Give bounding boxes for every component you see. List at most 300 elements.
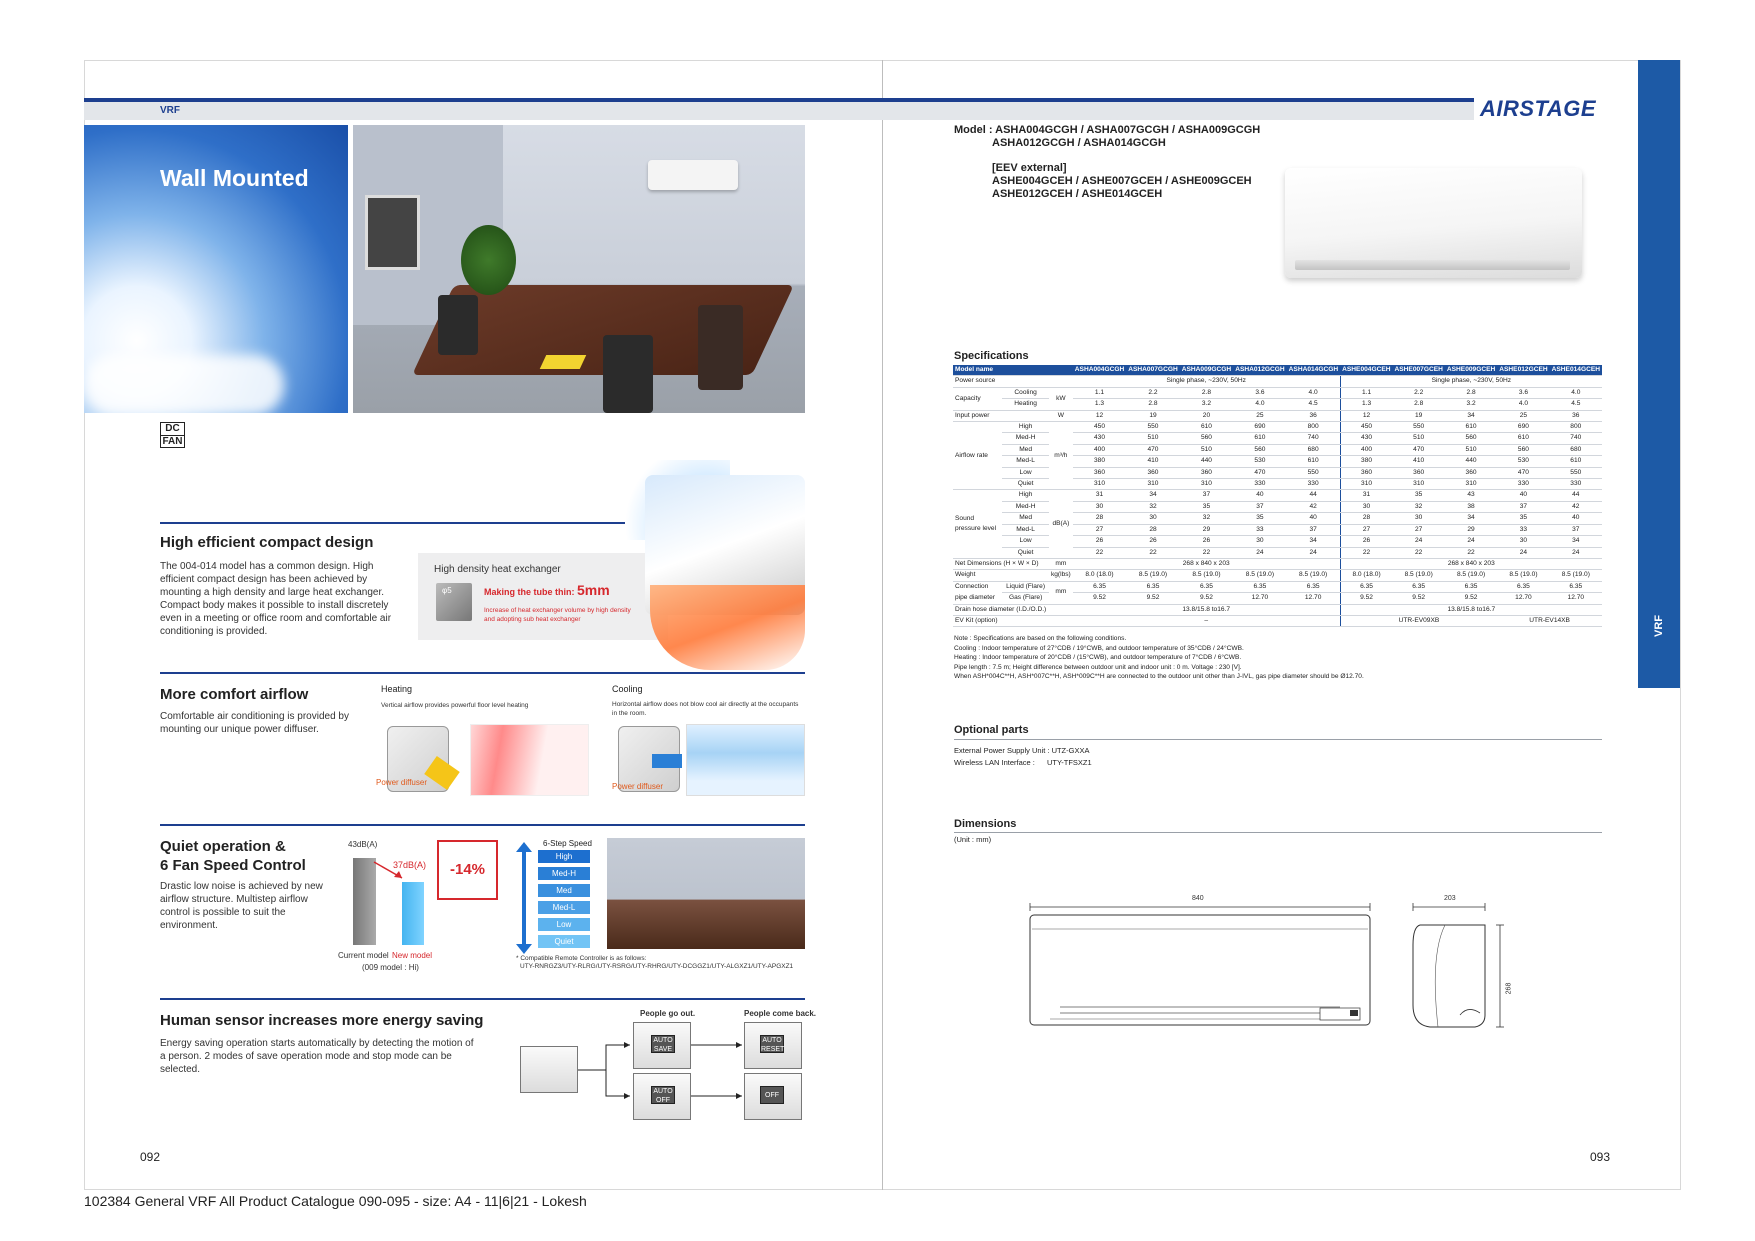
- table-cell: 800: [1550, 422, 1602, 433]
- table-cell: 4.0: [1550, 387, 1602, 398]
- table-cell: 6.35: [1233, 581, 1286, 592]
- mode-tag: AUTO SAVE: [651, 1035, 675, 1053]
- optional-rule: [954, 739, 1602, 740]
- table-cell: 310: [1393, 479, 1445, 490]
- table-cell: 450: [1073, 422, 1126, 433]
- table-cell: 35: [1233, 513, 1286, 524]
- feature-title: High efficient compact design: [160, 534, 374, 551]
- table-cell: 33: [1497, 524, 1549, 535]
- table-cell: 740: [1287, 433, 1340, 444]
- table-cell: 690: [1497, 422, 1549, 433]
- table-cell: 380: [1340, 456, 1392, 467]
- table-cell: Quiet: [1002, 479, 1049, 490]
- table-cell: 2.8: [1126, 399, 1179, 410]
- table-cell: 19: [1126, 410, 1179, 421]
- table-cell: 610: [1287, 456, 1340, 467]
- table-cell: 37: [1180, 490, 1233, 501]
- feature-body: The 004-014 model has a common design. High efficient compact design has been achieved by mounting a high density and large heat exchanger. Compact body makes it possible to install discretely even in a meeting or office room and comfortable air conditioning is provided.: [160, 561, 392, 637]
- feature-title: Quiet operation &: [160, 838, 286, 855]
- table-cell: 610: [1497, 433, 1549, 444]
- remote-note: * Compatible Remote Controller is as follows:: [516, 955, 647, 962]
- table-cell: 360: [1073, 467, 1126, 478]
- table-cell: 12.70: [1287, 593, 1340, 604]
- table-cell: 360: [1393, 467, 1445, 478]
- table-cell: 13.8/15.8 to16.7: [1073, 604, 1340, 615]
- people-back-label: People come back.: [744, 1009, 817, 1018]
- sensor-room-start: [520, 1046, 578, 1093]
- table-cell: 8.5 (19.0): [1393, 570, 1445, 581]
- table-cell: 28: [1340, 513, 1392, 524]
- table-cell: 560: [1445, 433, 1497, 444]
- table-cell: Net Dimensions (H × W × D): [953, 558, 1049, 569]
- table-cell: 310: [1340, 479, 1392, 490]
- table-cell: 9.52: [1126, 593, 1179, 604]
- note-line: Pipe length : 7.5 m; Height difference between outdoor unit and indoor unit : 0 m. Voltage : 230 [V].: [954, 663, 1242, 671]
- table-cell: 35: [1393, 490, 1445, 501]
- table-cell: 42: [1550, 501, 1602, 512]
- table-cell: 450: [1340, 422, 1392, 433]
- table-cell: Weight: [953, 570, 1049, 581]
- table-header: ASHE014GCEH: [1550, 365, 1602, 376]
- table-cell: UTR-EV09XB: [1340, 615, 1497, 626]
- table-cell: 470: [1126, 444, 1179, 455]
- table-cell: 36: [1287, 410, 1340, 421]
- table-cell: W: [1049, 410, 1073, 421]
- table-cell: 430: [1340, 433, 1392, 444]
- table-cell: 9.52: [1073, 593, 1126, 604]
- table-cell: 40: [1550, 513, 1602, 524]
- table-header: ASHE012GCEH: [1497, 365, 1549, 376]
- table-cell: 32: [1180, 513, 1233, 524]
- table-cell: High: [1002, 490, 1049, 501]
- table-cell: 8.5 (19.0): [1497, 570, 1549, 581]
- table-cell: 360: [1126, 467, 1179, 478]
- dim-width-label: 840: [1192, 895, 1204, 902]
- table-cell: 26: [1126, 536, 1179, 547]
- spec-notes: [954, 634, 1364, 682]
- table-row: [953, 558, 1602, 569]
- table-cell: 40: [1287, 513, 1340, 524]
- table-cell: 440: [1445, 456, 1497, 467]
- table-cell: 4.0: [1287, 387, 1340, 398]
- mode-tag: OFF: [760, 1086, 784, 1104]
- table-cell: 31: [1073, 490, 1126, 501]
- table-cell: 31: [1340, 490, 1392, 501]
- section-label: VRF: [160, 105, 180, 116]
- reduction-arrow-icon: [372, 860, 412, 882]
- note-line: Heating : Indoor temperature of 20°CDB / (15°CWB), and outdoor temperature of 7°CDB / 6°CWB.: [954, 654, 1242, 661]
- dc-fan-badge: DC FAN: [160, 422, 185, 448]
- table-cell: 6.35: [1550, 581, 1602, 592]
- table-header: Model name: [953, 365, 1073, 376]
- table-cell: 470: [1233, 467, 1286, 478]
- table-cell: 3.6: [1233, 387, 1286, 398]
- table-cell: 690: [1233, 422, 1286, 433]
- feature-body: Energy saving operation starts automatically by detecting the motion of a person. 2 modes of save operation mode and stop mode can be selected.: [160, 1038, 474, 1075]
- table-cell: 268 x 840 x 203: [1073, 558, 1340, 569]
- table-cell: Liquid (Flare): [1002, 581, 1049, 592]
- tube-highlight: Making the tube thin: 5mm: [484, 582, 610, 598]
- table-cell: 310: [1126, 479, 1179, 490]
- dim-depth-label: 203: [1444, 895, 1456, 902]
- dim-height-label: 268: [1505, 982, 1513, 995]
- table-cell: 8.0 (18.0): [1340, 570, 1392, 581]
- table-cell: kW: [1049, 387, 1073, 410]
- table-cell: 6.35: [1073, 581, 1126, 592]
- mode-tag: AUTO RESET: [761, 1037, 785, 1053]
- table-cell: 550: [1126, 422, 1179, 433]
- table-row: [953, 604, 1602, 615]
- table-cell: 37: [1497, 501, 1549, 512]
- table-header: ASHE004GCEH: [1340, 365, 1392, 376]
- table-cell: Low: [1002, 536, 1049, 547]
- table-cell: 330: [1497, 479, 1549, 490]
- model-note: (009 model : Hi): [362, 963, 419, 972]
- page-number-right: 093: [1590, 1150, 1611, 1164]
- table-cell: 24: [1550, 547, 1602, 558]
- meeting-room-photo: [353, 125, 805, 413]
- table-cell: 8.5 (19.0): [1445, 570, 1497, 581]
- table-cell: 2.8: [1393, 399, 1445, 410]
- brand-logo: AIRSTAGE: [1480, 96, 1597, 121]
- table-cell: 2.8: [1180, 387, 1233, 398]
- table-cell: 3.6: [1497, 387, 1549, 398]
- model-list: Model : ASHA004GCGH / ASHA007GCGH / ASHA009GCGH ASHA012GCGH / ASHA014GCGH [EEV external] ASHE004GCEH / ASHE007GCEH / ASHE009GCEH ASHE012GCEH / ASHE014GCEH: [954, 124, 1261, 200]
- table-cell: Input power: [953, 410, 1049, 421]
- section-rule: [160, 522, 625, 524]
- table-cell: 530: [1497, 456, 1549, 467]
- table-row: [953, 570, 1602, 581]
- table-header: ASHE009GCEH: [1445, 365, 1497, 376]
- table-cell: Med-L: [1002, 456, 1049, 467]
- table-cell: 33: [1233, 524, 1286, 535]
- cooling-room-image: [686, 724, 805, 796]
- table-cell: 310: [1445, 479, 1497, 490]
- table-cell: 8.5 (19.0): [1550, 570, 1602, 581]
- table-cell: 530: [1233, 456, 1286, 467]
- table-cell: 13.8/15.8 to16.7: [1340, 604, 1602, 615]
- table-cell: Med-H: [1002, 501, 1049, 512]
- table-cell: 19: [1393, 410, 1445, 421]
- table-cell: Airflow rate: [953, 422, 1002, 490]
- heat-exchanger-title: High density heat exchanger: [434, 564, 561, 575]
- table-row: [953, 410, 1602, 421]
- table-cell: Quiet: [1002, 547, 1049, 558]
- table-cell: 26: [1180, 536, 1233, 547]
- table-cell: 410: [1393, 456, 1445, 467]
- table-cell: 12.70: [1550, 593, 1602, 604]
- table-cell: 2.8: [1445, 387, 1497, 398]
- table-cell: 32: [1393, 501, 1445, 512]
- table-cell: 27: [1393, 524, 1445, 535]
- table-cell: 8.5 (19.0): [1180, 570, 1233, 581]
- table-cell: 4.0: [1497, 399, 1549, 410]
- table-cell: 470: [1393, 444, 1445, 455]
- table-cell: 8.5 (19.0): [1126, 570, 1179, 581]
- section-rule: [160, 672, 805, 674]
- table-cell: 29: [1445, 524, 1497, 535]
- table-cell: 38: [1445, 501, 1497, 512]
- table-cell: 4.0: [1233, 399, 1286, 410]
- table-cell: Cooling: [1002, 387, 1049, 398]
- table-cell: 360: [1340, 467, 1392, 478]
- table-cell: 380: [1073, 456, 1126, 467]
- table-cell: 32: [1126, 501, 1179, 512]
- table-cell: 37: [1550, 524, 1602, 535]
- table-header: ASHA012GCGH: [1233, 365, 1286, 376]
- table-cell: 440: [1180, 456, 1233, 467]
- table-cell: 310: [1073, 479, 1126, 490]
- table-cell: 30: [1340, 501, 1392, 512]
- diffuser-label: Power diffuser: [612, 782, 663, 791]
- table-cell: 22: [1393, 547, 1445, 558]
- new-model-label: New model: [392, 951, 433, 960]
- feature-body: Drastic low noise is achieved by new airflow structure. Multistep airflow control is possible to suit the environment.: [160, 881, 323, 931]
- table-cell: 610: [1550, 456, 1602, 467]
- table-cell: 22: [1180, 547, 1233, 558]
- table-cell: 2.2: [1393, 387, 1445, 398]
- table-cell: Connection pipe diameter: [953, 581, 1002, 604]
- section-rule: [160, 998, 805, 1000]
- table-cell: 4.5: [1550, 399, 1602, 410]
- dimensions-title: Dimensions: [954, 818, 1017, 830]
- table-cell: 510: [1393, 433, 1445, 444]
- table-cell: 22: [1073, 547, 1126, 558]
- table-cell: 680: [1550, 444, 1602, 455]
- table-cell: 740: [1550, 433, 1602, 444]
- table-cell: 680: [1287, 444, 1340, 455]
- table-cell: EV Kit (option): [953, 615, 1073, 626]
- table-cell: 3.2: [1445, 399, 1497, 410]
- table-cell: 26: [1340, 536, 1392, 547]
- table-cell: 35: [1180, 501, 1233, 512]
- header-band: [84, 102, 1474, 120]
- table-cell: 1.1: [1340, 387, 1392, 398]
- side-tab: [1638, 60, 1680, 688]
- table-cell: 330: [1550, 479, 1602, 490]
- dimensions-rule: [954, 832, 1602, 833]
- table-cell: 550: [1287, 467, 1340, 478]
- table-cell: 400: [1073, 444, 1126, 455]
- dimension-drawing: [1020, 895, 1520, 1045]
- cooling-title: Cooling: [612, 684, 643, 694]
- table-cell: 24: [1497, 547, 1549, 558]
- feature-title: 6 Fan Speed Control: [160, 857, 306, 874]
- note-line: When ASH*004C**H, ASH*007C**H, ASH*009C**H are connected to the outdoor unit other than J-IVL, gas pipe diameter should be Ø12.70.: [954, 673, 1364, 680]
- footer-slug: 102384 General VRF All Product Catalogue 090-095 - size: A4 - 11|6|21 - Lokesh: [84, 1193, 587, 1209]
- dimensions-unit: (Unit : mm): [954, 835, 992, 844]
- table-cell: 22: [1126, 547, 1179, 558]
- speed-level: Med-H: [538, 867, 590, 880]
- table-cell: 360: [1445, 467, 1497, 478]
- table-cell: 24: [1287, 547, 1340, 558]
- table-cell: 430: [1073, 433, 1126, 444]
- spec-title: Specifications: [954, 350, 1029, 362]
- table-cell: Gas (Flare): [1002, 593, 1049, 604]
- table-cell: Med-H: [1002, 433, 1049, 444]
- table-cell: 2.2: [1126, 387, 1179, 398]
- speed-level: Med-L: [538, 901, 590, 914]
- table-cell: 6.35: [1393, 581, 1445, 592]
- table-cell: Sound pressure level: [953, 490, 1002, 558]
- table-cell: 12.70: [1497, 593, 1549, 604]
- table-cell: 22: [1445, 547, 1497, 558]
- table-cell: 9.52: [1445, 593, 1497, 604]
- side-tab-label: VRF: [1653, 615, 1665, 637]
- table-cell: 610: [1445, 422, 1497, 433]
- table-cell: 800: [1287, 422, 1340, 433]
- table-cell: Drain hose diameter (I.D./O.D.): [953, 604, 1073, 615]
- table-cell: 510: [1445, 444, 1497, 455]
- indoor-unit-image: [1285, 168, 1582, 278]
- table-cell: 360: [1180, 467, 1233, 478]
- table-header: ASHA004GCGH: [1073, 365, 1126, 376]
- table-cell: 400: [1340, 444, 1392, 455]
- table-cell: 24: [1393, 536, 1445, 547]
- table-cell: 20: [1180, 410, 1233, 421]
- speed-level: Quiet: [538, 935, 590, 948]
- table-cell: 40: [1497, 490, 1549, 501]
- table-cell: Low: [1002, 467, 1049, 478]
- table-cell: 34: [1550, 536, 1602, 547]
- table-cell: Single phase, ~230V, 50Hz: [1340, 376, 1602, 387]
- table-cell: 1.3: [1073, 399, 1126, 410]
- table-cell: 610: [1233, 433, 1286, 444]
- table-cell: 37: [1233, 501, 1286, 512]
- table-cell: 42: [1287, 501, 1340, 512]
- table-cell: 550: [1550, 467, 1602, 478]
- current-model-label: Current model: [338, 951, 389, 960]
- table-cell: 310: [1180, 479, 1233, 490]
- table-cell: 510: [1180, 444, 1233, 455]
- remote-models: UTY-RNRGZ3/UTY-RLRG/UTY-RSRG/UTY-RHRG/UTY-DCGGZ1/UTY-ALGXZ1/UTY-APGXZ1: [520, 963, 794, 970]
- table-cell: 3.2: [1180, 399, 1233, 410]
- table-row: [953, 615, 1602, 626]
- table-cell: 44: [1550, 490, 1602, 501]
- room-photo-small: [607, 838, 805, 949]
- table-cell: 27: [1073, 524, 1126, 535]
- old-db-label: 43dB(A): [348, 840, 378, 849]
- table-cell: 610: [1180, 422, 1233, 433]
- note-line: Cooling : Indoor temperature of 27°CDB / 19°CWB, and outdoor temperature of 35°CDB / 24°CWB.: [954, 644, 1244, 652]
- table-cell: 6.35: [1445, 581, 1497, 592]
- table-cell: 30: [1233, 536, 1286, 547]
- table-cell: 35: [1497, 513, 1549, 524]
- table-cell: 44: [1287, 490, 1340, 501]
- heating-room-image: [470, 724, 589, 796]
- table-cell: mm: [1049, 581, 1073, 604]
- optional-title: Optional parts: [954, 724, 1029, 736]
- tube-note: Increase of heat exchanger volume by high density and adopting sub heat exchanger: [484, 607, 631, 623]
- table-cell: 12: [1340, 410, 1392, 421]
- table-cell: 510: [1126, 433, 1179, 444]
- page-spine: [882, 60, 883, 1190]
- table-cell: 9.52: [1180, 593, 1233, 604]
- heating-description: Vertical airflow provides powerful floor level heating: [381, 702, 529, 709]
- warm-airflow-graphic: [650, 585, 805, 670]
- table-cell: Med-L: [1002, 524, 1049, 535]
- table-cell: –: [1073, 615, 1340, 626]
- table-cell: 27: [1340, 524, 1392, 535]
- table-cell: 30: [1497, 536, 1549, 547]
- table-cell: 330: [1287, 479, 1340, 490]
- table-cell: 30: [1073, 501, 1126, 512]
- table-cell: 8.0 (18.0): [1073, 570, 1126, 581]
- table-row: [953, 365, 1602, 376]
- table-cell: Heating: [1002, 399, 1049, 410]
- speed-arrow-heads: [516, 842, 532, 954]
- table-cell: 12.70: [1233, 593, 1286, 604]
- table-header: ASHA007GCGH: [1126, 365, 1179, 376]
- speed-title: 6-Step Speed: [543, 839, 592, 848]
- cooling-description: Horizontal airflow does not blow cool air directly at the occupants in the room.: [612, 701, 799, 717]
- flow-lines: [578, 1040, 748, 1110]
- table-cell: 34: [1445, 410, 1497, 421]
- table-row: [953, 581, 1602, 592]
- table-cell: 6.35: [1180, 581, 1233, 592]
- cooling-arrow-icon: [652, 754, 682, 768]
- table-cell: 4.5: [1287, 399, 1340, 410]
- table-cell: 37: [1287, 524, 1340, 535]
- speed-level: High: [538, 850, 590, 863]
- table-cell: 470: [1497, 467, 1549, 478]
- table-header: ASHA009GCGH: [1180, 365, 1233, 376]
- reduction-badge: -14%: [437, 840, 498, 900]
- table-cell: Capacity: [953, 387, 1002, 410]
- table-cell: 8.5 (19.0): [1287, 570, 1340, 581]
- cloud-decoration: [84, 355, 284, 415]
- table-cell: 410: [1126, 456, 1179, 467]
- table-cell: 24: [1445, 536, 1497, 547]
- table-cell: 34: [1287, 536, 1340, 547]
- table-cell: 8.5 (19.0): [1233, 570, 1286, 581]
- tube-diameter-label: φ5: [442, 586, 452, 595]
- table-cell: 30: [1393, 513, 1445, 524]
- table-cell: 330: [1233, 479, 1286, 490]
- new-model-bar: [402, 882, 424, 945]
- diffuser-label: Power diffuser: [376, 778, 427, 787]
- table-cell: 560: [1180, 433, 1233, 444]
- table-cell: m³/h: [1049, 422, 1073, 490]
- table-cell: 560: [1497, 444, 1549, 455]
- table-cell: 24: [1233, 547, 1286, 558]
- page-title: Wall Mounted: [160, 165, 309, 191]
- speed-level: Low: [538, 918, 590, 931]
- table-cell: 30: [1126, 513, 1179, 524]
- table-cell: 6.35: [1126, 581, 1179, 592]
- new-db-label: 37dB(A): [393, 860, 427, 870]
- table-header: ASHE007GCEH: [1393, 365, 1445, 376]
- table-cell: Med: [1002, 444, 1049, 455]
- table-cell: 29: [1180, 524, 1233, 535]
- table-cell: 25: [1497, 410, 1549, 421]
- table-cell: 43: [1445, 490, 1497, 501]
- table-cell: mm: [1049, 558, 1073, 569]
- table-cell: Med: [1002, 513, 1049, 524]
- table-row: [953, 490, 1602, 501]
- speed-level: Med: [538, 884, 590, 897]
- table-cell: 25: [1233, 410, 1286, 421]
- feature-title: More comfort airflow: [160, 686, 309, 703]
- table-cell: 9.52: [1393, 593, 1445, 604]
- table-cell: 1.3: [1340, 399, 1392, 410]
- table-row: [953, 422, 1602, 433]
- table-cell: 6.35: [1497, 581, 1549, 592]
- table-cell: 22: [1340, 547, 1392, 558]
- mode-tag: AUTO OFF: [651, 1086, 675, 1104]
- table-cell: 34: [1126, 490, 1179, 501]
- table-row: [953, 376, 1602, 387]
